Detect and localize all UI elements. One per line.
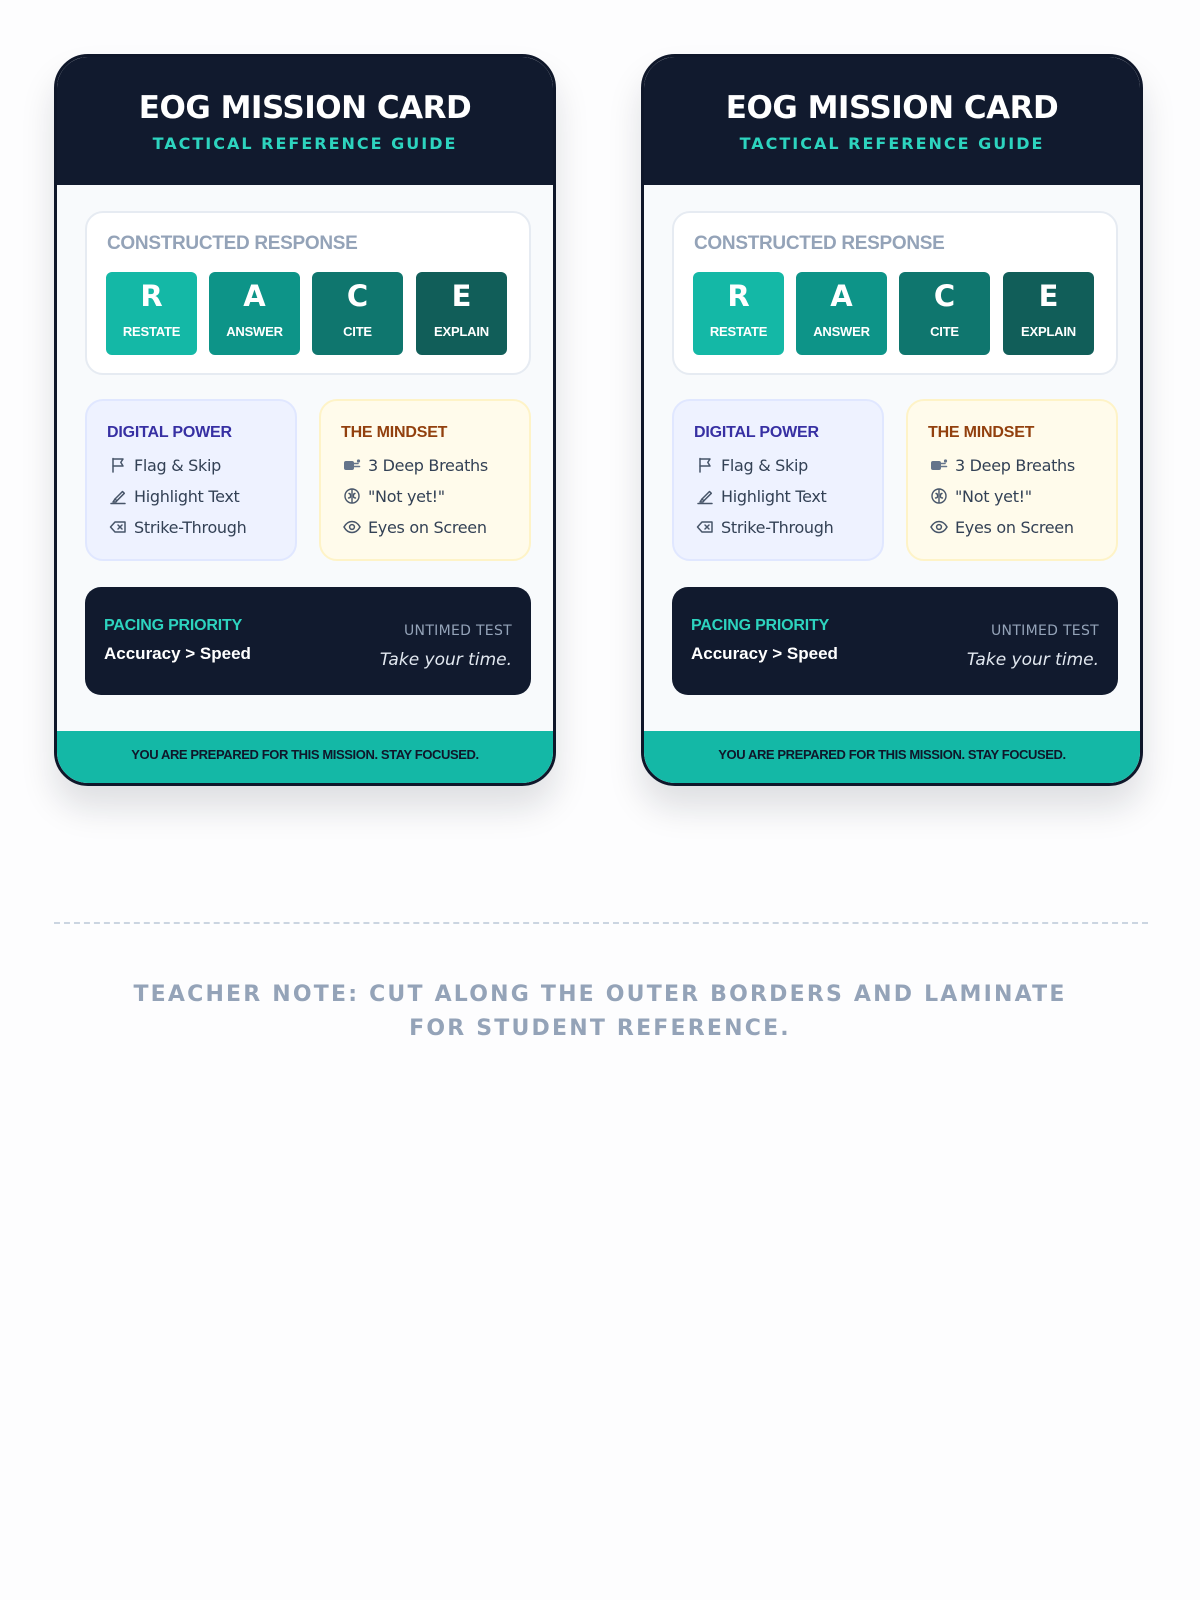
highlighter-icon [694,485,716,507]
race-tile-answer [796,272,887,355]
pacing-value: Accuracy > Speed [104,644,251,663]
digital-item-highlight [694,485,826,507]
pacing-label: PACING PRIORITY [104,617,243,634]
digital-item-flag [694,454,808,476]
card-footer [57,731,553,786]
eraser-icon [107,516,129,538]
pacing-box [85,587,531,695]
race-box [672,211,1118,375]
mindset-item-breaths [341,454,488,476]
digital-power-title: DIGITAL POWER [694,424,819,441]
wind-icon [341,454,363,476]
pacing-value: Accuracy > Speed [691,644,838,663]
pacing-note: UNTIMED TEST [404,623,512,639]
mindset-item-eyes [928,516,1074,538]
race-box [85,211,531,375]
race-tile-explain [1003,272,1094,355]
mindset-item-not-yet [341,485,445,507]
highlighter-icon [107,485,129,507]
race-letter: C [346,279,369,313]
digital-item-label: Strike-Through [721,517,834,537]
digital-power-box [672,399,884,561]
pacing-box [672,587,1118,695]
pacing-label: PACING PRIORITY [691,617,830,634]
pacing-sub: Take your time. [379,650,512,670]
mission-card-right [641,54,1143,786]
card-footer [644,731,1140,786]
card-header [57,57,553,185]
race-tile-answer [209,272,300,355]
race-tile-restate [693,272,784,355]
mindset-item-label: "Not yet!" [955,486,1032,506]
race-word: CITE [343,324,372,339]
race-letter: C [933,279,956,313]
race-word: RESTATE [709,324,768,339]
race-word: ANSWER [226,324,283,339]
card-header [644,57,1140,185]
race-word: ANSWER [813,324,870,339]
teacher-note: TEACHER NOTE: CUT ALONG THE OUTER BORDERS AND LAMINATE FOR STUDENT REFERENCE. [133,982,1067,1041]
mindset-item-eyes [341,516,487,538]
race-tile-cite [899,272,990,355]
eye-icon [341,516,363,538]
card-subtitle: TACTICAL REFERENCE GUIDE [152,134,458,153]
race-letter: A [830,279,853,313]
flag-icon [694,454,716,476]
mindset-item-label: 3 Deep Breaths [368,455,488,475]
mission-card-left [54,54,556,786]
eraser-icon [694,516,716,538]
race-tile-explain [416,272,507,355]
brain-icon [928,485,950,507]
flag-icon [107,454,129,476]
digital-power-box [85,399,297,561]
race-tile-cite [312,272,403,355]
wind-icon [928,454,950,476]
mindset-item-label: 3 Deep Breaths [955,455,1075,475]
mindset-item-label: Eyes on Screen [955,517,1074,537]
mindset-item-breaths [928,454,1075,476]
race-letter: R [140,279,163,313]
mindset-item-label: Eyes on Screen [368,517,487,537]
mindset-title: THE MINDSET [928,424,1035,441]
mindset-item-label: "Not yet!" [368,486,445,506]
digital-item-label: Strike-Through [134,517,247,537]
race-letter: A [243,279,266,313]
footer-text: YOU ARE PREPARED FOR THIS MISSION. STAY FOCUSED. [718,747,1066,762]
footer-text: YOU ARE PREPARED FOR THIS MISSION. STAY FOCUSED. [131,747,479,762]
mindset-box [319,399,531,561]
card-title: EOG MISSION CARD [138,90,472,126]
race-word: EXPLAIN [1021,324,1076,339]
digital-power-title: DIGITAL POWER [107,424,232,441]
eye-icon [928,516,950,538]
mindset-item-not-yet [928,485,1032,507]
digital-item-flag [107,454,221,476]
digital-item-label: Flag & Skip [134,455,221,475]
digital-item-label: Flag & Skip [721,455,808,475]
race-word: EXPLAIN [434,324,489,339]
digital-item-strike [694,516,833,538]
race-letter: E [1038,279,1059,313]
race-word: CITE [930,324,959,339]
digital-item-label: Highlight Text [134,486,240,506]
brain-icon [341,485,363,507]
card-title: EOG MISSION CARD [725,90,1059,126]
cut-line-divider [54,922,1148,924]
race-label: CONSTRUCTED RESPONSE [694,233,945,254]
mindset-box [906,399,1118,561]
digital-item-highlight [107,485,239,507]
digital-item-label: Highlight Text [721,486,827,506]
race-letter: R [727,279,750,313]
digital-item-strike [107,516,246,538]
race-letter: E [451,279,472,313]
race-label: CONSTRUCTED RESPONSE [107,233,358,254]
mindset-title: THE MINDSET [341,424,448,441]
pacing-note: UNTIMED TEST [991,623,1099,639]
race-tile-restate [106,272,197,355]
card-subtitle: TACTICAL REFERENCE GUIDE [739,134,1045,153]
race-word: RESTATE [122,324,181,339]
pacing-sub: Take your time. [966,650,1099,670]
